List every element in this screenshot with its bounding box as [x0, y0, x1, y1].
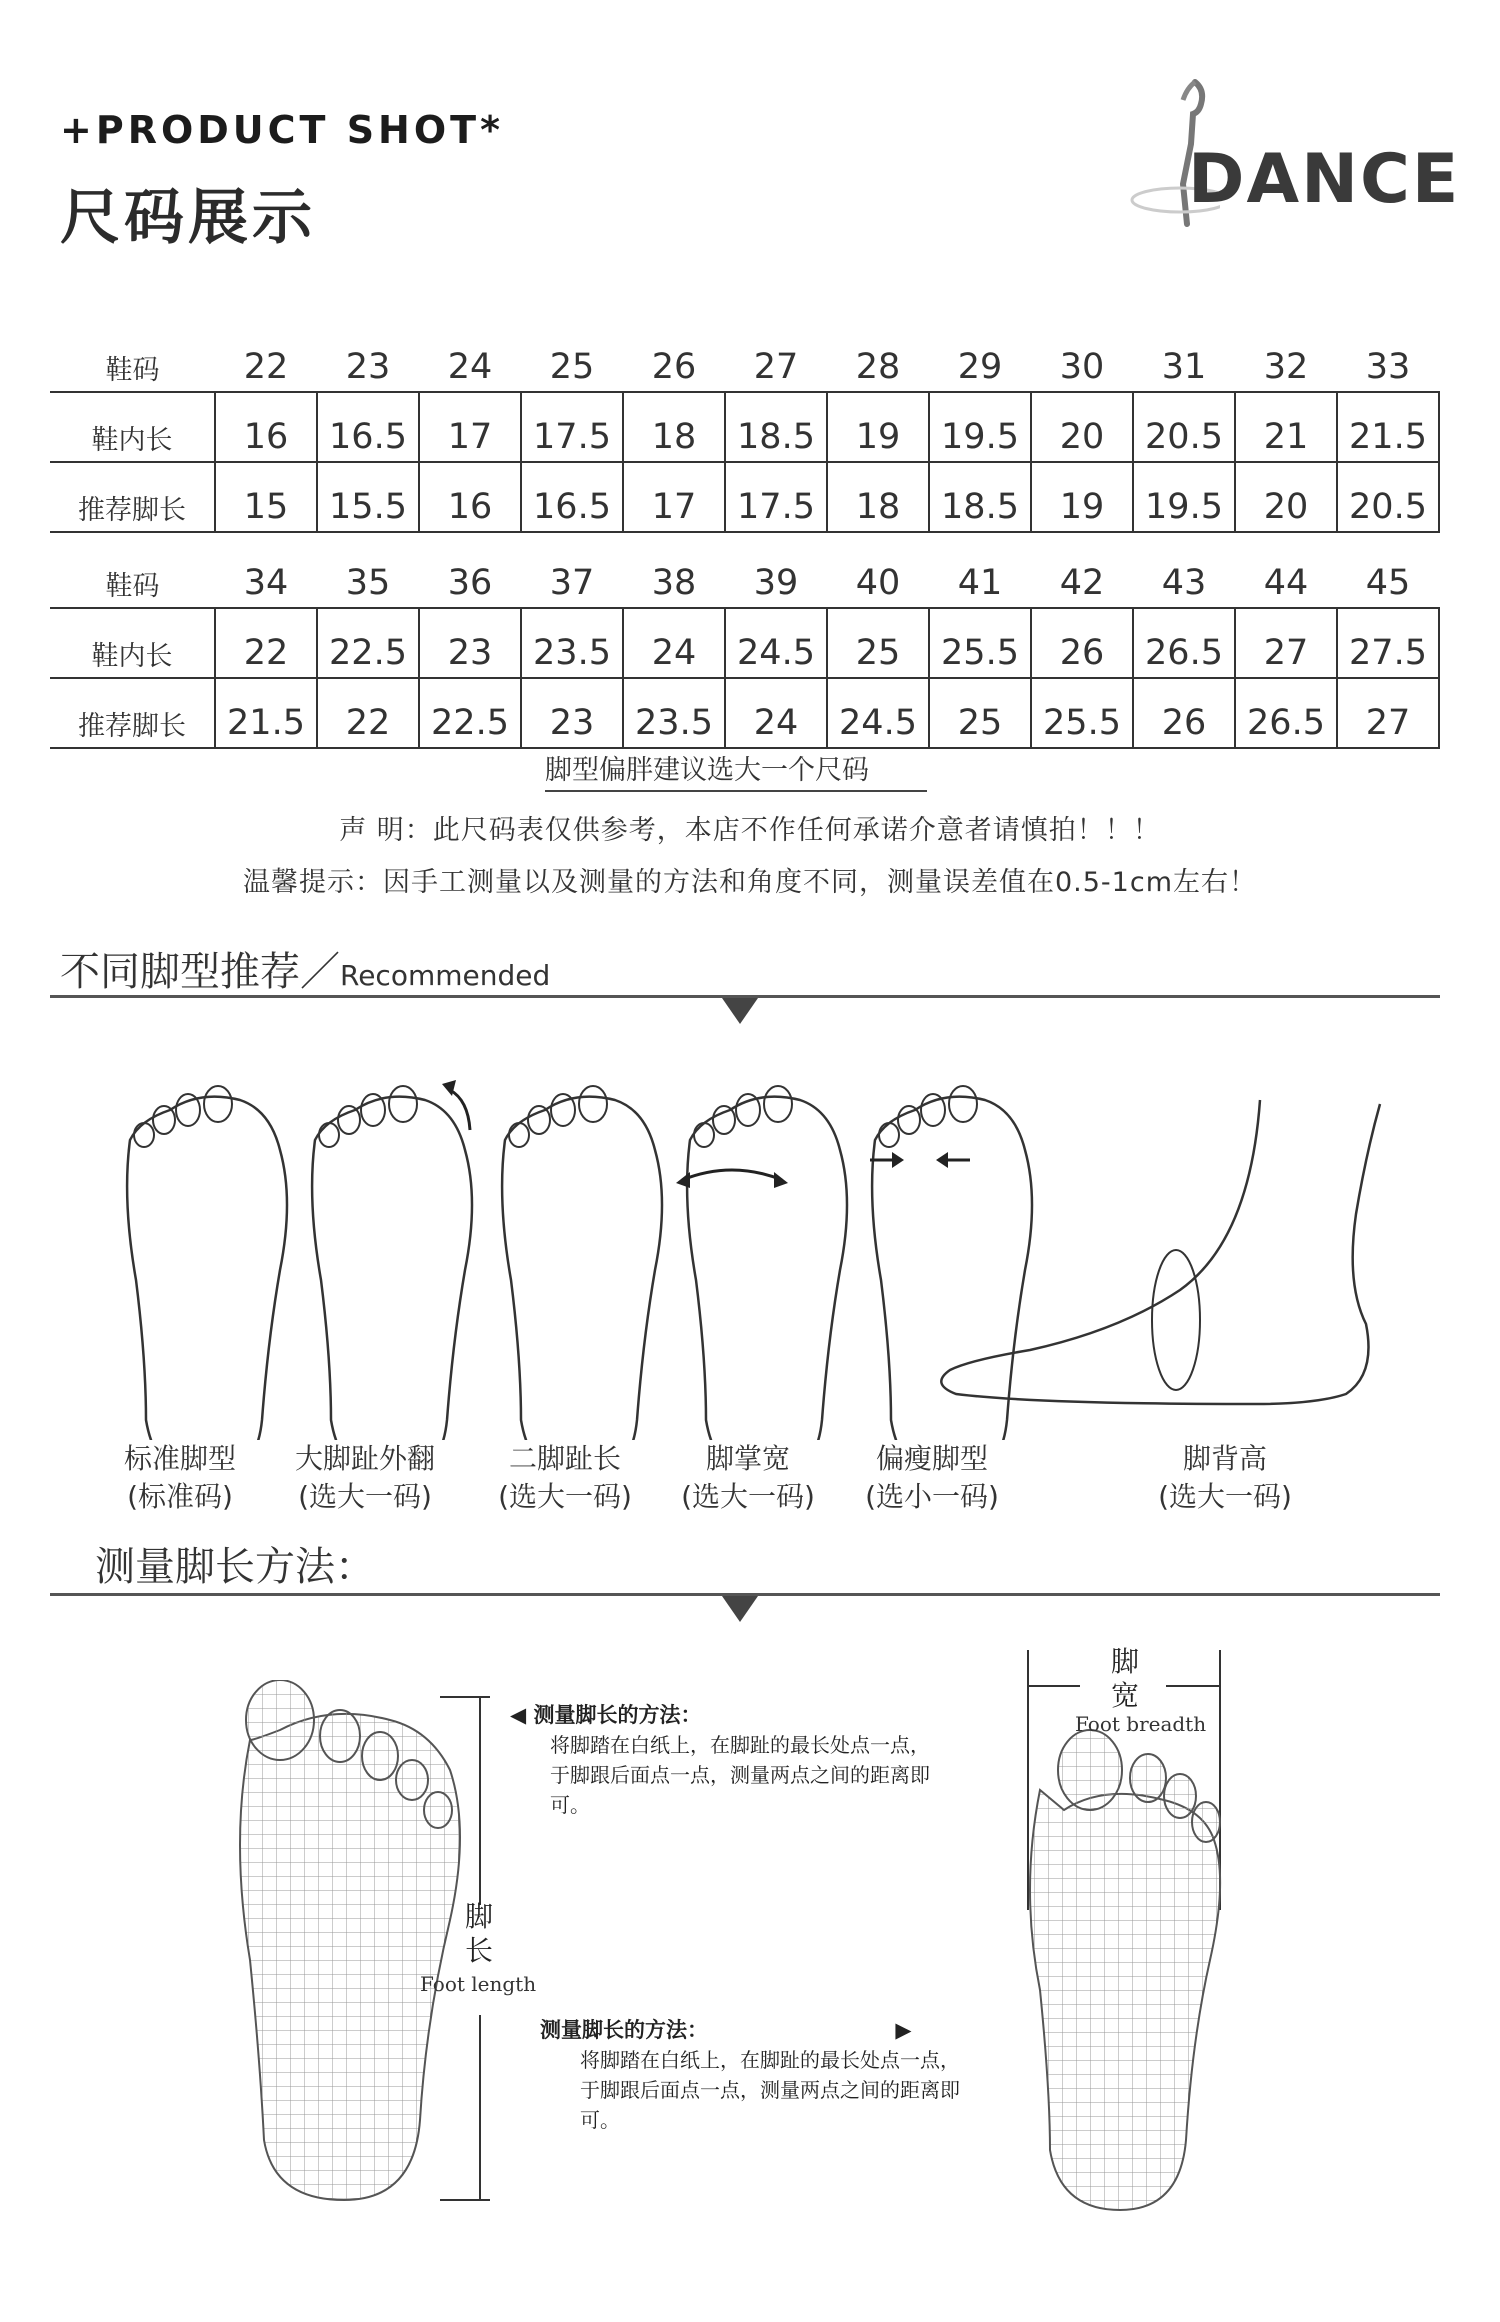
high-instep-foot-icon: [941, 1100, 1380, 1404]
table-cell: 25: [827, 608, 929, 678]
size-table-1: [50, 333, 1440, 533]
advice-underline: [545, 790, 927, 792]
measure-title: 测量脚长方法：: [95, 1544, 375, 1590]
size-cell: 42: [1059, 563, 1105, 603]
table-cell: 21: [1235, 392, 1337, 462]
table-cell: 19: [827, 392, 929, 462]
row-label: 鞋码: [105, 355, 160, 386]
table-cell: 17.5: [725, 462, 827, 532]
foot-type-advice: (选小一码): [865, 1480, 999, 1513]
method-title: 测量脚长的方法： ▶: [540, 2018, 912, 2042]
foot-type-name: 大脚趾外翻: [294, 1442, 435, 1475]
page-title: 尺码展示: [60, 183, 316, 253]
foot-breadth-label: 脚宽: [1110, 1645, 1139, 1712]
size-cell: 28: [855, 347, 901, 387]
size-advice: 脚型偏胖建议选大一个尺码: [545, 755, 869, 786]
table-cell: 22.5: [317, 608, 419, 678]
down-arrow-icon: [722, 998, 758, 1024]
row-label: 鞋内长: [50, 608, 215, 678]
size-cell: 26: [651, 347, 697, 387]
size-cell: 41: [957, 563, 1003, 603]
foot-breadth-label-en: Foot breadth: [1075, 1712, 1207, 1736]
foot-type-caption: [648, 1440, 848, 1516]
table-cell: 24: [725, 678, 827, 748]
table-cell: 18.5: [725, 392, 827, 462]
size-cell: 31: [1161, 347, 1207, 387]
table-cell: 22: [317, 678, 419, 748]
foot-type-advice: (选大一码): [498, 1480, 632, 1513]
table-cell: 19.5: [1133, 462, 1235, 532]
tip-text: 温馨提示：因手工测量以及测量的方法和角度不同，测量误差值在0.5-1cm左右！: [242, 867, 1257, 898]
table-cell: 17: [623, 462, 725, 532]
brand-logo-text: DANCE: [1188, 140, 1461, 219]
table-cell: 22: [215, 608, 317, 678]
size-cell: 39: [753, 563, 799, 603]
recommend-title-en: Recommended: [340, 959, 551, 992]
table-cell: 20: [1031, 392, 1133, 462]
table-cell: 16: [419, 462, 521, 532]
method-text: 将脚踏在白纸上，在脚趾的最长处点一点，于脚跟后面点一点，测量两点之间的距离即可。: [550, 1733, 930, 1817]
foot-type-advice: (选大一码): [1158, 1480, 1292, 1513]
foot-type-advice: (选大一码): [298, 1480, 432, 1513]
table-cell: 27: [1337, 678, 1439, 748]
table-cell: 18.5: [929, 462, 1031, 532]
table-cell: 23: [521, 678, 623, 748]
foot-type-caption: [465, 1440, 665, 1516]
foot-length-label-en: Foot length: [420, 1972, 537, 1996]
table-cell: 24: [623, 608, 725, 678]
table-cell: 15: [215, 462, 317, 532]
table-cell: 27: [1235, 608, 1337, 678]
foot-type-caption: [832, 1440, 1032, 1516]
foot-type-name: 偏瘦脚型: [875, 1442, 988, 1475]
row-label: 推荐脚长: [50, 678, 215, 748]
measure-instructions-bottom: [540, 2015, 960, 2135]
table-cell: 16.5: [317, 392, 419, 462]
eyebrow-text: +PRODUCT SHOT*: [60, 108, 504, 152]
size-cell: 35: [345, 563, 391, 603]
method-title: ◀ 测量脚长的方法：: [510, 1703, 702, 1727]
row-label: 推荐脚长: [50, 462, 215, 532]
table-cell: 25.5: [929, 608, 1031, 678]
table-cell: 20: [1235, 462, 1337, 532]
bunion-foot-icon: [312, 1080, 472, 1440]
slim-foot-icon: [870, 1086, 1032, 1440]
inner-length-row: [50, 608, 1439, 678]
table-cell: 19: [1031, 462, 1133, 532]
foot-type-caption: [1125, 1440, 1325, 1516]
table-cell: 16: [215, 392, 317, 462]
size-cell: 23: [345, 347, 391, 387]
size-row: [50, 333, 1439, 392]
size-cell: 29: [957, 347, 1003, 387]
size-cell: 24: [447, 347, 493, 387]
disclaimer-text: 声 明：此尺码表仅供参考，本店不作任何承诺介意者请慎拍！！！: [339, 815, 1161, 846]
size-cell: 37: [549, 563, 595, 603]
size-cell: 36: [447, 563, 493, 603]
size-cell: 34: [243, 563, 289, 603]
size-cell: 40: [855, 563, 901, 603]
table-cell: 24.5: [725, 608, 827, 678]
measure-instructions-top: [510, 1700, 930, 1820]
table-cell: 16.5: [521, 462, 623, 532]
table-cell: 24.5: [827, 678, 929, 748]
recommend-title: 不同脚型推荐／: [60, 949, 340, 995]
foot-type-name: 脚背高: [1182, 1442, 1267, 1475]
size-cell: 30: [1059, 347, 1105, 387]
table-cell: 17: [419, 392, 521, 462]
size-cell: 22: [243, 347, 289, 387]
size-cell: 38: [651, 563, 697, 603]
foot-length-row: [50, 678, 1439, 748]
foot-type-name: 脚掌宽: [705, 1442, 790, 1475]
size-cell: 32: [1263, 347, 1309, 387]
table-cell: 27.5: [1337, 608, 1439, 678]
row-label: 鞋码: [105, 571, 160, 602]
table-cell: 20.5: [1337, 462, 1439, 532]
size-cell: 27: [753, 347, 799, 387]
table-cell: 25: [929, 678, 1031, 748]
table-cell: 26: [1133, 678, 1235, 748]
size-cell: 25: [549, 347, 595, 387]
size-cell: 43: [1161, 563, 1207, 603]
table-cell: 23.5: [521, 608, 623, 678]
table-cell: 15.5: [317, 462, 419, 532]
table-cell: 26: [1031, 608, 1133, 678]
standard-foot-icon: [127, 1086, 287, 1440]
table-cell: 18: [827, 462, 929, 532]
foot-type-name: 标准脚型: [123, 1442, 236, 1475]
foot-type-name: 二脚趾长: [508, 1442, 621, 1475]
long-second-toe-icon: [502, 1086, 662, 1440]
foot-type-advice: (标准码): [127, 1480, 233, 1513]
foot-type-caption: [80, 1440, 280, 1516]
table-cell: 26.5: [1133, 608, 1235, 678]
table-cell: 21.5: [1337, 392, 1439, 462]
table-cell: 21.5: [215, 678, 317, 748]
row-label: 鞋内长: [50, 392, 215, 462]
table-cell: 17.5: [521, 392, 623, 462]
recommend-heading: [60, 940, 550, 997]
wide-forefoot-icon: [676, 1086, 847, 1440]
table-cell: 19.5: [929, 392, 1031, 462]
table-cell: 22.5: [419, 678, 521, 748]
method-text: 将脚踏在白纸上，在脚趾的最长处点一点，于脚跟后面点一点，测量两点之间的距离即可。: [580, 2048, 960, 2132]
size-cell: 45: [1365, 563, 1411, 603]
size-row: [50, 549, 1439, 608]
foot-length-label: 脚长: [464, 1900, 493, 1967]
foot-type-advice: (选大一码): [681, 1480, 815, 1513]
table-cell: 20.5: [1133, 392, 1235, 462]
down-arrow-icon: [722, 1596, 758, 1622]
table-cell: 23: [419, 608, 521, 678]
table-cell: 18: [623, 392, 725, 462]
foot-type-caption: [265, 1440, 465, 1516]
size-table-2: [50, 549, 1440, 749]
table-cell: 23.5: [623, 678, 725, 748]
foot-type-illustrations: [90, 1040, 1420, 1440]
table-cell: 25.5: [1031, 678, 1133, 748]
size-cell: 44: [1263, 563, 1309, 603]
inner-length-row: [50, 392, 1439, 462]
foot-length-row: [50, 462, 1439, 532]
size-cell: 33: [1365, 347, 1411, 387]
table-cell: 26.5: [1235, 678, 1337, 748]
